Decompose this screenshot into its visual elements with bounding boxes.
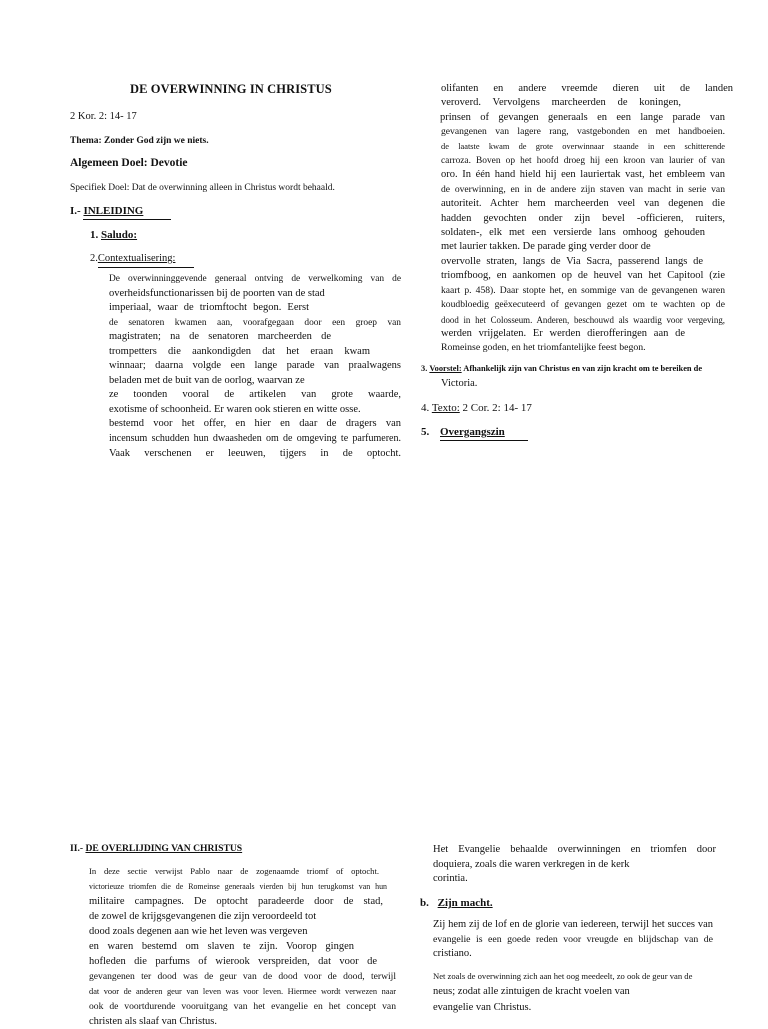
paragraph-line: de laatste kwam de grote overwinnaar staande in een schitterende bbox=[441, 141, 725, 151]
voorstel-continuation: Victoria. bbox=[441, 378, 478, 389]
paragraph-line: dood zoals degenen aan wie het leven was vergeven bbox=[89, 926, 308, 937]
document-title: DE OVERWINNING IN CHRISTUS bbox=[130, 82, 332, 96]
paragraph-line: olifanten en andere vreemde dieren uit de landen bbox=[441, 83, 733, 94]
paragraph-line: imperiaal, waar de triomftocht begon. Eerst bbox=[109, 302, 309, 314]
section-2-heading bbox=[70, 842, 242, 857]
section-1-heading bbox=[70, 204, 171, 220]
paragraph-line: gevangenen van lagere rang, vastgebonden en met handboeien. bbox=[441, 126, 725, 138]
paragraph-line: prinsen of gevangen generaals en een lange parade van bbox=[440, 111, 725, 123]
paragraph-line: victorieuze triomfen die de Romeinse generaals vierden bij hun terugkomst van hun bbox=[89, 882, 387, 891]
paragraph-line: kaart p. 458). Daar stopte het, en sommige van de gevangenen waren bbox=[441, 284, 725, 296]
section-1-title: INLEIDING bbox=[83, 204, 171, 220]
senses-paragraph bbox=[433, 969, 729, 1015]
paragraph-line: de senatoren kwamen aan, voorafgegaan door een groep van bbox=[109, 317, 401, 328]
paragraph-line: In deze sectie verwijst Pablo naar de zogenaamde triomf of optocht. bbox=[89, 866, 379, 876]
paragraph-line: Vaak verschenen er leeuwen, tijgers in de optocht. bbox=[109, 447, 401, 459]
paragraph-line: exotisme of schoonheid. Er waren ook stieren en witte osse. bbox=[109, 403, 361, 415]
context-number: 2. bbox=[90, 253, 98, 264]
paragraph-line: Zij hem zij de lof en de glorie van iedereen, terwijl het succes van bbox=[433, 919, 713, 930]
paragraph-line: Net zoals de overwinning zich aan het oog meedeelt, zo ook de geur van de bbox=[433, 971, 693, 981]
paragraph-line: beladen met de buit van de oorlog, waarvan ze bbox=[109, 374, 305, 386]
glory-paragraph bbox=[433, 918, 713, 962]
paragraph-line: cristiano. bbox=[433, 948, 472, 960]
paragraph-line: en waren bestemd om slaven te zijn. Voorop gingen bbox=[89, 941, 354, 952]
paragraph-line: koudbloedig geëxecuteerd of gevangen gezet om te wachten op de bbox=[441, 299, 725, 311]
overgang-number: 5. bbox=[421, 426, 430, 438]
paragraph-line: neus; zodat alle zintuigen de kracht voelen van bbox=[433, 986, 630, 998]
paragraph-line: autoriteit. Achter hem marcheerden veel van degenen die bbox=[441, 198, 725, 210]
b-label: b. bbox=[420, 897, 429, 909]
paragraph-line: gevangenen ter dood was de geur van de dood voor de dood, terwijl bbox=[89, 971, 396, 982]
paragraph-line: doquiera, zoals die waren verkregen in de kerk bbox=[433, 858, 630, 870]
section-2-paragraph bbox=[89, 864, 396, 1029]
voorstel-label: Voorstel: bbox=[429, 364, 462, 373]
paragraph-line: Romeinse goden, en het triomfantelijke feest begon. bbox=[441, 342, 646, 354]
paragraph-line: triomfboog, en aankomen op de heuvel van het Capitool (zie bbox=[441, 270, 725, 282]
paragraph-line: incensum schudden hun dwaasheden om de omgeving te parfumeren. bbox=[109, 433, 401, 445]
paragraph-line: evangelie is een goede reden voor vreugde en blijdschap van de bbox=[433, 933, 713, 945]
saludo-label: Saludo: bbox=[101, 229, 138, 241]
paragraph-line: christen als slaaf van Christus. bbox=[89, 1016, 218, 1027]
right-column-paragraph bbox=[440, 82, 733, 356]
paragraph-line: evangelie van Christus. bbox=[433, 1001, 532, 1013]
section-2-title: DE OVERLIJDING VAN CHRISTUS bbox=[85, 843, 243, 854]
voorstel-item bbox=[421, 362, 702, 376]
paragraph-line: trompetters die aankondigden dat het eraan kwam bbox=[109, 345, 370, 357]
algemeen-doel: Algemeen Doel: Devotie bbox=[70, 157, 188, 169]
saludo-number: 1. bbox=[90, 229, 99, 241]
paragraph-line: met laurier takken. De parade ging verder door de bbox=[441, 241, 651, 253]
saludo-item bbox=[90, 228, 137, 243]
gospel-paragraph bbox=[433, 843, 716, 887]
contextualisering-item bbox=[90, 252, 194, 268]
paragraph-line: militaire campagnes. De optocht paradeerde door de stad, bbox=[89, 896, 383, 907]
context-paragraph bbox=[109, 272, 401, 461]
texto-item bbox=[421, 401, 532, 416]
texto-label: Texto: bbox=[431, 402, 460, 414]
thema-line: Thema: Zonder God zijn we niets. bbox=[70, 136, 209, 146]
paragraph-line: hofleden die parfums of wierook verspreiden, dat voor de bbox=[89, 956, 377, 967]
paragraph-line: overheidsfunctionarissen bij de poorten van de stad bbox=[109, 287, 325, 299]
texto-text: 2 Cor. 2: 14- 17 bbox=[459, 402, 532, 414]
voorstel-text: Afhankelijk zijn van Christus en van zijn kracht om te bereiken de bbox=[461, 364, 703, 373]
section-1-label: I.- bbox=[70, 205, 81, 217]
paragraph-line: de overwinning, en in de andere zijn staven van macht in serie van bbox=[441, 183, 725, 195]
b-heading: Zijn macht. bbox=[437, 897, 493, 909]
paragraph-line: de zowel de krijgsgevangenen die zijn veroordeeld tot bbox=[89, 911, 317, 922]
overgangszin-item bbox=[421, 425, 528, 441]
paragraph-line: dood in het Colosseum. Anderen, beschouwd als waardig voor vergeving, bbox=[441, 314, 725, 325]
paragraph-line: dat voor de anderen geur van leven was voor leven. Hiermee wordt verwezen naar bbox=[89, 987, 396, 996]
paragraph-line: De overwinninggevende generaal ontving de verwelkoming van de bbox=[109, 274, 401, 284]
paragraph-line: ze toonden vooral de artikelen van grote waarde, bbox=[109, 389, 401, 401]
context-label: Contextualisering: bbox=[98, 252, 194, 268]
paragraph-line: overvolle straten, langs de Via Sacra, passerend langs de bbox=[441, 255, 703, 267]
voorstel-number: 3. bbox=[421, 364, 428, 373]
paragraph-line: corintia. bbox=[433, 873, 468, 885]
paragraph-line: veroverd. Vervolgens marcheerden de koningen, bbox=[441, 97, 681, 109]
paragraph-line: soldaten-, elk met een versierde lans omhoog gehouden bbox=[441, 227, 705, 239]
paragraph-line: magistraten; na de senatoren marcheerden de bbox=[109, 331, 331, 343]
paragraph-line: carroza. Boven op het hoofd droeg hij een kroon van laurier of van bbox=[441, 156, 725, 167]
paragraph-line: ook de voortdurende vooruitgang van het evangelie en het concept van bbox=[89, 1001, 396, 1012]
texto-number: 4. bbox=[421, 402, 430, 414]
specifiek-doel: Specifiek Doel: Dat de overwinning alleen in Christus wordt behaald. bbox=[70, 183, 335, 193]
scripture-reference: 2 Kor. 2: 14- 17 bbox=[70, 111, 137, 122]
paragraph-line: winnaar; daarna volgde een lange parade van praalwagens bbox=[109, 360, 401, 372]
paragraph-line: bestemd voor het offer, en hier en daar de dragers van bbox=[109, 418, 401, 430]
paragraph-line: werden vrijgelaten. Er werden dierofferingen aan de bbox=[441, 327, 685, 339]
overgang-label: Overgangszin bbox=[440, 425, 528, 441]
zijn-macht-heading bbox=[420, 896, 493, 911]
paragraph-line: Het Evangelie behaalde overwinningen en triomfen door bbox=[433, 844, 716, 855]
paragraph-line: oro. In één hand hield hij een lauriertak vast, het embleem van bbox=[441, 169, 725, 181]
paragraph-line: hadden gevochten onder zijn bevel -officieren, ruiters, bbox=[441, 212, 725, 224]
section-2-label: II.- bbox=[70, 843, 84, 854]
